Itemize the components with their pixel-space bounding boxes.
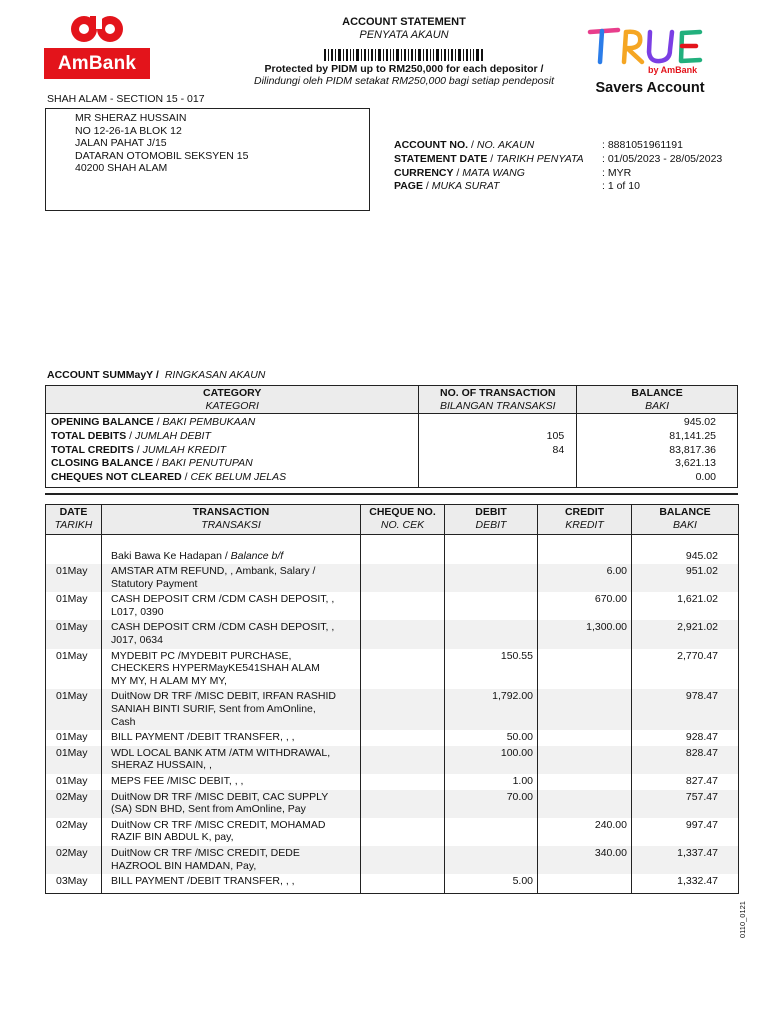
tx-balance: 757.47 — [632, 790, 739, 818]
summary-title-ms: RINGKASAN AKAUN — [164, 369, 266, 381]
account-summary-table — [45, 385, 738, 488]
tx-description-line: BILL PAYMENT /DEBIT TRANSFER, , , — [111, 875, 295, 888]
currency-label-ms: MATA WANG — [462, 166, 525, 179]
tx-description-line: DuitNow DR TRF /MISC DEBIT, IRFAN RASHID — [111, 690, 337, 703]
true-byline: by AmBank — [648, 65, 698, 75]
barcode-icon — [324, 49, 484, 61]
statement-date-value: : 01/05/2023 - 28/05/2023 — [602, 152, 723, 165]
transaction-row — [46, 649, 739, 690]
tx-description — [102, 592, 361, 620]
tx-cheque — [361, 620, 445, 648]
transaction-row — [46, 874, 739, 890]
tx-date: 01May — [46, 564, 102, 592]
transaction-row — [46, 689, 739, 730]
tx-balance: 928.47 — [632, 730, 739, 746]
tx-header-transaction: TRANSACTION TRANSAKSI — [102, 505, 361, 535]
tx-debit: 150.55 — [445, 649, 538, 690]
balance-bf-row: Baki Bawa Ke Hadapan / Balance b/f 945.02 — [46, 549, 739, 565]
tx-description — [102, 790, 361, 818]
customer-name: MR SHERAZ HUSSAIN — [75, 112, 187, 124]
tx-date: 03May — [46, 874, 102, 890]
tx-date: 01May — [46, 689, 102, 730]
account-type: Savers Account — [595, 80, 705, 96]
tx-date: 01May — [46, 774, 102, 790]
tx-debit: 5.00 — [445, 874, 538, 890]
tx-description-line: MYDEBIT PC /MYDEBIT PURCHASE, — [111, 649, 292, 662]
page-row: PAGE / MUKA SURAT : 1 of 10 — [394, 180, 640, 193]
tx-cheque — [361, 564, 445, 592]
tx-credit — [538, 689, 632, 730]
address-line: DATARAN OTOMOBIL SEKSYEN 15 — [75, 149, 249, 162]
summary-title-en: ACCOUNT SUMMayY / — [47, 369, 159, 381]
ambank-wordmark: AmBank — [44, 48, 150, 79]
tx-balance: 1,337.47 — [632, 846, 739, 874]
section-divider — [45, 493, 738, 495]
tx-debit — [445, 564, 538, 592]
address-line: JALAN PAHAT J/15 — [75, 137, 167, 150]
branch-name: SHAH ALAM - SECTION 15 - 017 — [47, 93, 205, 105]
tx-description — [102, 746, 361, 774]
tx-credit — [538, 790, 632, 818]
tx-description — [102, 620, 361, 648]
statement-date-label-ms: TARIKH PENYATA — [496, 152, 584, 165]
transaction-row — [46, 818, 739, 846]
tx-description-line: SHERAZ HUSSAIN, , — [111, 759, 212, 772]
tx-description-line: CASH DEPOSIT CRM /CDM CASH DEPOSIT, , — [111, 593, 335, 606]
ambank-mark-icon — [70, 12, 124, 46]
account-number-label: ACCOUNT NO. — [394, 139, 469, 151]
tx-description-line: L017, 0390 — [111, 605, 164, 618]
tx-description — [102, 874, 361, 890]
page-label: PAGE — [394, 180, 423, 193]
account-number-label-ms: NO. AKAUN — [476, 139, 535, 151]
tx-balance: 828.47 — [632, 746, 739, 774]
tx-description-line: DuitNow DR TRF /MISC DEBIT, CAC SUPPLY — [111, 790, 329, 803]
tx-description-line: DuitNow CR TRF /MISC CREDIT, DEDE — [111, 846, 300, 859]
tx-balance: 2,921.02 — [632, 620, 739, 648]
tx-header-debit: DEBIT DEBIT — [445, 505, 538, 535]
tx-description-line: (SA) SDN BHD, Sent from AmOnline, Pay — [111, 803, 306, 816]
tx-balance: 997.47 — [632, 818, 739, 846]
tx-cheque — [361, 790, 445, 818]
currency-label: CURRENCY — [394, 166, 454, 179]
account-info — [394, 139, 722, 194]
tx-credit: 6.00 — [538, 564, 632, 592]
tx-header-credit: CREDIT KREDIT — [538, 505, 632, 535]
tx-balance: 951.02 — [632, 564, 739, 592]
summary-header-balance: BALANCE BAKI — [577, 386, 738, 414]
tx-debit — [445, 592, 538, 620]
page-label-ms: MUKA SURAT — [431, 180, 500, 193]
tx-header-date: DATE TARIKH — [46, 505, 102, 535]
tx-cheque — [361, 774, 445, 790]
tx-credit: 340.00 — [538, 846, 632, 874]
tx-cheque — [361, 592, 445, 620]
tx-date: 01May — [46, 746, 102, 774]
currency-value: : MYR — [602, 166, 632, 179]
tx-date: 02May — [46, 818, 102, 846]
tx-description-line: J017, 0634 — [111, 634, 163, 647]
tx-balance: 1,621.02 — [632, 592, 739, 620]
transaction-row — [46, 790, 739, 818]
tx-credit: 670.00 — [538, 592, 632, 620]
tx-cheque — [361, 730, 445, 746]
transaction-row — [46, 846, 739, 874]
tx-description-line: SANIAH BINTI SURIF, Sent from AmOnline, — [111, 703, 316, 716]
tx-description-line: BILL PAYMENT /DEBIT TRANSFER, , , — [111, 731, 295, 744]
tx-credit — [538, 874, 632, 890]
tx-balance: 2,770.47 — [632, 649, 739, 690]
tx-debit: 1.00 — [445, 774, 538, 790]
customer-address-box — [45, 108, 370, 211]
pidm-notice: Protected by PIDM up to RM250,000 for each depositor / — [264, 63, 544, 75]
address-line: NO 12-26-1A BLOK 12 — [75, 124, 182, 137]
page-value: : 1 of 10 — [602, 180, 640, 193]
tx-balance: 1,332.47 — [632, 874, 739, 890]
account-number-value: : 8881051961191 — [602, 139, 683, 151]
tx-description-line: HAZROOL BIN HAMDAN, Pay, — [111, 859, 257, 872]
tx-description — [102, 564, 361, 592]
tx-description-line: CASH DEPOSIT CRM /CDM CASH DEPOSIT, , — [111, 621, 335, 634]
tx-cheque — [361, 846, 445, 874]
tx-debit: 100.00 — [445, 746, 538, 774]
transaction-row — [46, 564, 739, 592]
tx-description — [102, 730, 361, 746]
tx-description-line: MEPS FEE /MISC DEBIT, , , — [111, 775, 244, 787]
tx-credit: 240.00 — [538, 818, 632, 846]
tx-credit: 1,300.00 — [538, 620, 632, 648]
tx-description — [102, 846, 361, 874]
statement-title-ms: PENYATA AKAUN — [359, 29, 449, 41]
transaction-row — [46, 730, 739, 746]
tx-debit — [445, 620, 538, 648]
address-line: 40200 SHAH ALAM — [75, 162, 168, 175]
tx-description-line: Cash — [111, 715, 136, 728]
account-summary-title — [47, 369, 265, 381]
tx-description-line: Statutory Payment — [111, 577, 198, 590]
tx-header-cheque: CHEQUE NO. NO. CEK — [361, 505, 445, 535]
tx-date: 01May — [46, 592, 102, 620]
tx-description — [102, 689, 361, 730]
summary-header-count: NO. OF TRANSACTION BILANGAN TRANSAKSI — [419, 386, 577, 414]
tx-credit — [538, 746, 632, 774]
pidm-notice-ms: Dilindungi oleh PIDM setakat RM250,000 bagi setiap pendeposit — [253, 75, 555, 87]
tx-description-line: WDL LOCAL BANK ATM /ATM WITHDRAWAL, — [111, 746, 331, 759]
statement-header — [200, 16, 608, 87]
tx-cheque — [361, 689, 445, 730]
tx-cheque — [361, 649, 445, 690]
transaction-row — [46, 774, 739, 790]
statement-title: ACCOUNT STATEMENT — [342, 16, 466, 28]
document-code: 0110_0121 — [738, 901, 747, 938]
tx-description-line: DuitNow CR TRF /MISC CREDIT, MOHAMAD — [111, 818, 326, 831]
summary-row: TOTAL CREDITS / JUMLAH KREDIT 84 83,817.36 — [46, 444, 738, 458]
statement-date-row: STATEMENT DATE / TARIKH PENYATA : 01/05/2023 - 28/05/2023 — [394, 152, 723, 165]
tx-header-balance: BALANCE BAKI — [632, 505, 739, 535]
tx-credit — [538, 730, 632, 746]
true-by-ambank-logo — [584, 24, 714, 76]
tx-description — [102, 649, 361, 690]
tx-balance: 978.47 — [632, 689, 739, 730]
tx-debit: 70.00 — [445, 790, 538, 818]
tx-cheque — [361, 818, 445, 846]
tx-debit — [445, 818, 538, 846]
tx-credit — [538, 774, 632, 790]
tx-cheque — [361, 874, 445, 890]
tx-description — [102, 774, 361, 790]
summary-row: CLOSING BALANCE / BAKI PENUTUPAN 3,621.13 — [46, 457, 738, 471]
tx-credit — [538, 649, 632, 690]
tx-balance: 827.47 — [632, 774, 739, 790]
tx-debit: 1,792.00 — [445, 689, 538, 730]
summary-row: TOTAL DEBITS / JUMLAH DEBIT 105 81,141.25 — [46, 430, 738, 444]
summary-row: OPENING BALANCE / BAKI PEMBUKAAN 945.02 — [46, 414, 738, 430]
tx-description-line: CHECKERS HYPERMayKE541SHAH ALAM — [111, 662, 320, 675]
currency-row: CURRENCY / MATA WANG : MYR — [394, 166, 632, 179]
tx-debit — [445, 846, 538, 874]
tx-date: 01May — [46, 730, 102, 746]
statement-date-label: STATEMENT DATE — [394, 152, 488, 165]
account-number-row: ACCOUNT NO. / NO. AKAUN : 8881051961191 — [394, 139, 683, 151]
tx-description-line: RAZIF BIN ABDUL K, pay, — [111, 831, 234, 844]
tx-description — [102, 818, 361, 846]
summary-header-category: CATEGORY KATEGORI — [46, 386, 419, 414]
tx-date: 01May — [46, 649, 102, 690]
tx-cheque — [361, 746, 445, 774]
transaction-row — [46, 620, 739, 648]
tx-description-line: MY MY, H ALAM MY MY, — [111, 674, 227, 687]
transaction-row — [46, 592, 739, 620]
tx-date: 01May — [46, 620, 102, 648]
summary-row: CHEQUES NOT CLEARED / CEK BELUM JELAS 0.00 — [46, 471, 738, 487]
ambank-logo — [44, 10, 150, 80]
tx-date: 02May — [46, 846, 102, 874]
tx-date: 02May — [46, 790, 102, 818]
tx-description-line: AMSTAR ATM REFUND, , Ambank, Salary / — [111, 565, 316, 578]
transactions-table — [45, 504, 739, 894]
tx-debit: 50.00 — [445, 730, 538, 746]
transaction-row — [46, 746, 739, 774]
